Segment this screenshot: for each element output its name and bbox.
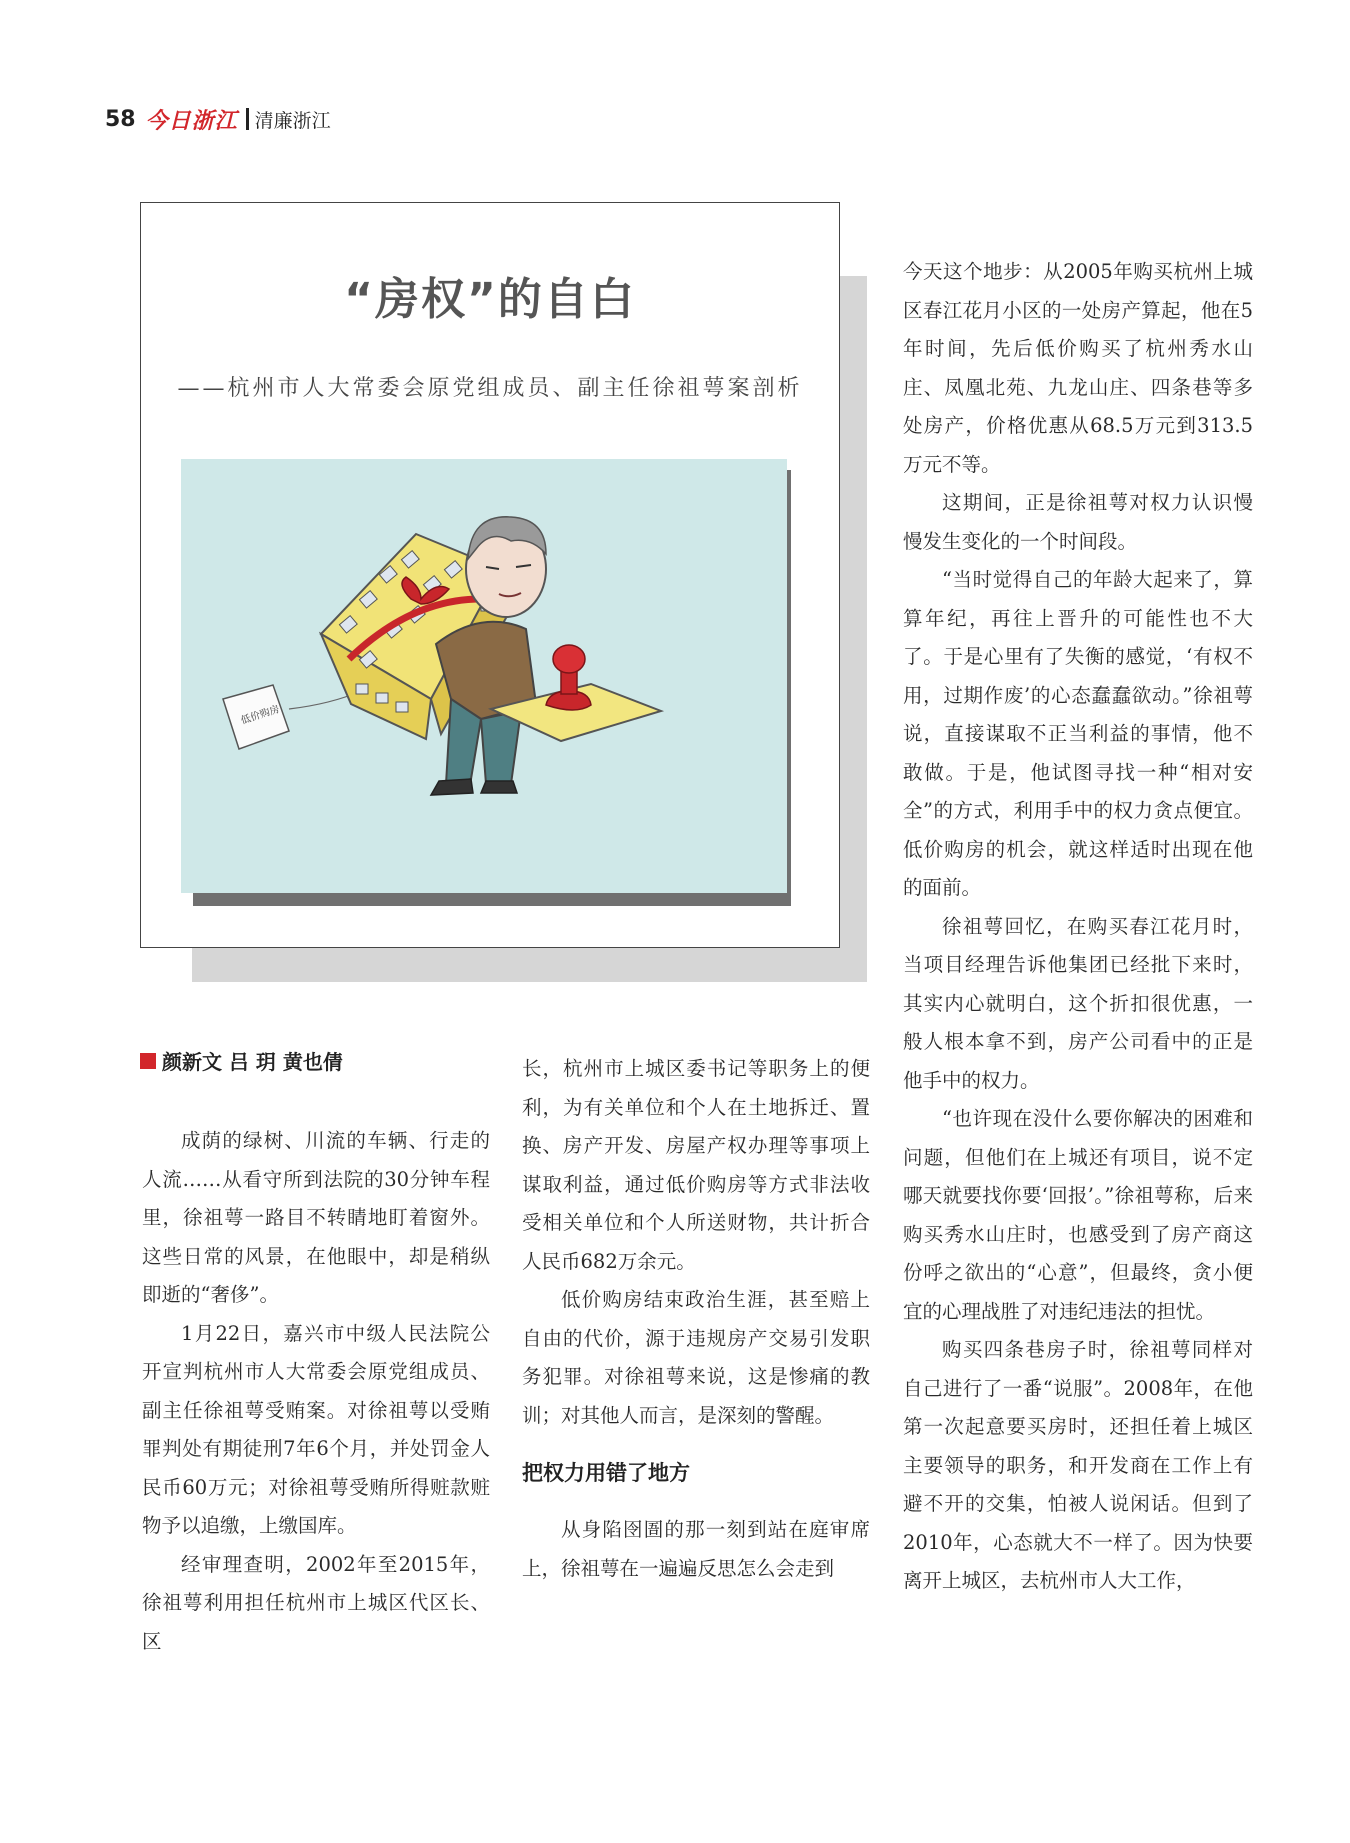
byline-marker [140,1053,156,1069]
author-byline [140,1046,343,1075]
document-paper [223,685,361,749]
paragraph: 低价购房结束政治生涯，甚至赔上自由的代价，源于违规房产交易引发职务犯罪。对徐祖萼来说，这是惨痛的教训；对其他人而言，是深刻的警醒。 [522,1288,870,1427]
text-column-2 [522,1050,870,1588]
paragraph: 购买四条巷房子时，徐祖萼同样对自己进行了一番“说服”。2008年，在他第一次起意要买房时，还担任着上城区主要领导的职务，和开发商在工作上有避不开的交集，怕被人说闲话。但到了2010年，心态就大不一样了。因为快要离开上城区，去杭州市人大工作， [903,1338,1253,1592]
paragraph: 从身陷囹圄的那一刻到站在庭审席上，徐祖萼在一遍遍反思怎么会走到 [522,1518,870,1580]
cartoon-svg [181,459,787,893]
page-header [105,104,331,134]
cartoon-illustration [181,459,787,893]
paragraph: 经审理查明，2002年至2015年，徐祖萼利用担任杭州市上城区代区长、区 [142,1552,490,1653]
magazine-logo: 今日浙江 [145,107,238,134]
paragraph: 1月22日，嘉兴市中级人民法院公开宣判杭州市人大常委会原党组成员、副主任徐祖萼受贿案。对徐祖萼以受贿罪判处有期徒刑7年6个月，并处罚金人民币60万元；对徐祖萼受贿所得赃款赃物予以追缴，上缴国库。 [142,1321,490,1537]
text-column-3 [903,253,1253,1601]
paragraph-continued: 今天这个地步：从2005年购买杭州上城区春江花月小区的一处房产算起，他在5年时间，先后低价购买了杭州秀水山庄、凤凰北苑、九龙山庄、四条巷等多处房产，价格优惠从68.5万元到313.5万元不等。 [903,260,1253,476]
article-title: “房权”的自白 [344,274,636,325]
header-divider [246,108,249,130]
page-number: 58 [105,106,136,132]
section-name: 清廉浙江 [254,109,331,132]
document-label: 低价购房 [239,704,282,727]
paragraph: 成荫的绿树、川流的车辆、行走的人流……从看守所到法院的30分钟车程里，徐祖萼一路目不转睛地盯着窗外。这些日常的风景，在他眼中，却是稍纵即逝的“奢侈”。 [142,1129,490,1306]
paragraph-continued: 长，杭州市上城区委书记等职务上的便利，为有关单位和个人在土地拆迁、置换、房产开发、房屋产权办理等事项上谋取利益，通过低价购房等方式非法收受相关单位和个人所送财物，共计折合人民币682万余元。 [522,1057,870,1273]
article-subtitle: ——杭州市人大常委会原党组成员、副主任徐祖萼案剖析 [177,376,803,401]
section-heading: 把权力用错了地方 [522,1461,690,1485]
paragraph: “也许现在没什么要你解决的困难和问题，但他们在上城还有项目，说不定哪天就要找你要‘回报’。”徐祖萼称，后来购买秀水山庄时，也感受到了房产商这份呼之欲出的“心意”，但最终，贪小便宜的心理战胜了对违纪违法的担忧。 [903,1107,1253,1323]
paragraph: “当时觉得自己的年龄大起来了，算算年纪，再往上晋升的可能性也不大了。于是心里有了失衡的感觉，‘有权不用，过期作废’的心态蠢蠢欲动。”徐祖萼说，直接谋取不正当利益的事情，他不敢做。于是，他试图寻找一种“相对安全”的方式，利用手中的权力贪点便宜。低价购房的机会，就这样适时出现在他的面前。 [903,568,1253,899]
text-column-1 [142,1122,490,1661]
paragraph: 这期间，正是徐祖萼对权力认识慢慢发生变化的一个时间段。 [903,491,1253,553]
author-names: 颜新文 吕 玥 黄也倩 [162,1050,343,1074]
paragraph: 徐祖萼回忆，在购买春江花月时，当项目经理告诉他集团已经批下来时，其实内心就明白，这个折扣很优惠，一般人根本拿不到，房产公司看中的正是他手中的权力。 [903,914,1253,1092]
